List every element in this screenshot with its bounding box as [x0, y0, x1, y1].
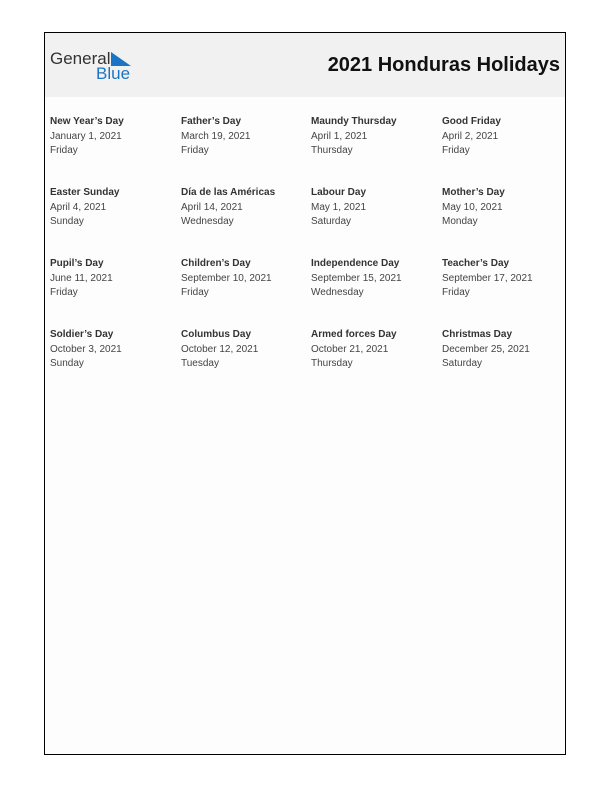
holiday-item — [442, 328, 570, 372]
holiday-weekday: Friday — [181, 287, 209, 298]
holiday-item — [181, 328, 309, 372]
holiday-item — [311, 328, 439, 372]
holiday-weekday: Saturday — [311, 216, 352, 227]
holiday-weekday: Friday — [181, 145, 209, 156]
holiday-weekday: Friday — [50, 145, 78, 156]
holiday-item — [50, 186, 178, 230]
holiday-name: Labour Day — [311, 187, 367, 198]
holiday-item — [442, 257, 570, 301]
holiday-row — [50, 115, 565, 186]
holiday-date: October 12, 2021 — [181, 343, 259, 355]
holiday-weekday: Thursday — [311, 145, 353, 156]
holiday-date: September 10, 2021 — [181, 272, 272, 284]
holiday-weekday: Wednesday — [311, 287, 364, 298]
logo-word-blue: Blue — [96, 64, 131, 83]
holiday-weekday: Sunday — [50, 216, 84, 227]
holiday-date: April 4, 2021 — [50, 201, 107, 213]
holiday-item — [50, 115, 178, 159]
holiday-date: March 19, 2021 — [181, 130, 251, 142]
holiday-item — [181, 186, 309, 230]
holiday-name: Maundy Thursday — [311, 116, 397, 127]
holiday-name: Christmas Day — [442, 329, 513, 340]
holiday-weekday: Saturday — [442, 358, 483, 369]
holiday-date: April 14, 2021 — [181, 201, 243, 213]
holiday-date: September 17, 2021 — [442, 272, 533, 284]
holiday-name: Teacher’s Day — [442, 258, 510, 269]
holiday-name: Easter Sunday — [50, 187, 120, 198]
logo-word-general: General — [50, 49, 111, 68]
calendar-page — [44, 32, 566, 755]
page-header — [45, 33, 565, 97]
page-title: 2021 Honduras Holidays — [327, 54, 560, 76]
holiday-name: New Year’s Day — [50, 116, 124, 127]
holiday-item — [442, 115, 570, 159]
general-blue-logo — [50, 49, 140, 83]
holiday-item — [50, 328, 178, 372]
holiday-weekday: Wednesday — [181, 216, 234, 227]
holiday-name: Soldier’s Day — [50, 329, 114, 340]
holiday-grid — [50, 115, 565, 399]
holiday-weekday: Friday — [442, 145, 470, 156]
holiday-date: October 3, 2021 — [50, 343, 122, 355]
holiday-name: Independence Day — [311, 258, 400, 269]
holiday-weekday: Friday — [442, 287, 470, 298]
holiday-row — [50, 186, 565, 257]
holiday-name: Children’s Day — [181, 258, 251, 269]
holiday-date: May 10, 2021 — [442, 201, 503, 213]
holiday-name: Good Friday — [442, 116, 501, 127]
holiday-item — [311, 257, 439, 301]
holiday-date: December 25, 2021 — [442, 343, 530, 355]
holiday-weekday: Monday — [442, 216, 478, 227]
holiday-item — [50, 257, 178, 301]
holiday-date: September 15, 2021 — [311, 272, 402, 284]
holiday-name: Pupil’s Day — [50, 258, 104, 269]
holiday-weekday: Thursday — [311, 358, 353, 369]
holiday-date: June 11, 2021 — [50, 272, 113, 284]
holiday-weekday: Friday — [50, 287, 78, 298]
holiday-item — [181, 257, 309, 301]
holiday-date: April 2, 2021 — [442, 130, 499, 142]
holiday-weekday: Tuesday — [181, 358, 219, 369]
holiday-name: Father’s Day — [181, 116, 242, 127]
holiday-name: Día de las Américas — [181, 187, 276, 198]
holiday-row — [50, 257, 565, 328]
holiday-name: Columbus Day — [181, 329, 252, 340]
holiday-item — [311, 186, 439, 230]
holiday-date: April 1, 2021 — [311, 130, 368, 142]
holiday-name: Mother’s Day — [442, 187, 505, 198]
holiday-item — [311, 115, 439, 159]
holiday-row — [50, 328, 565, 399]
holiday-item — [181, 115, 309, 159]
holiday-name: Armed forces Day — [311, 329, 397, 340]
holiday-date: October 21, 2021 — [311, 343, 389, 355]
holiday-weekday: Sunday — [50, 358, 84, 369]
holiday-item — [442, 186, 570, 230]
holiday-date: May 1, 2021 — [311, 201, 367, 213]
holiday-date: January 1, 2021 — [50, 130, 122, 142]
